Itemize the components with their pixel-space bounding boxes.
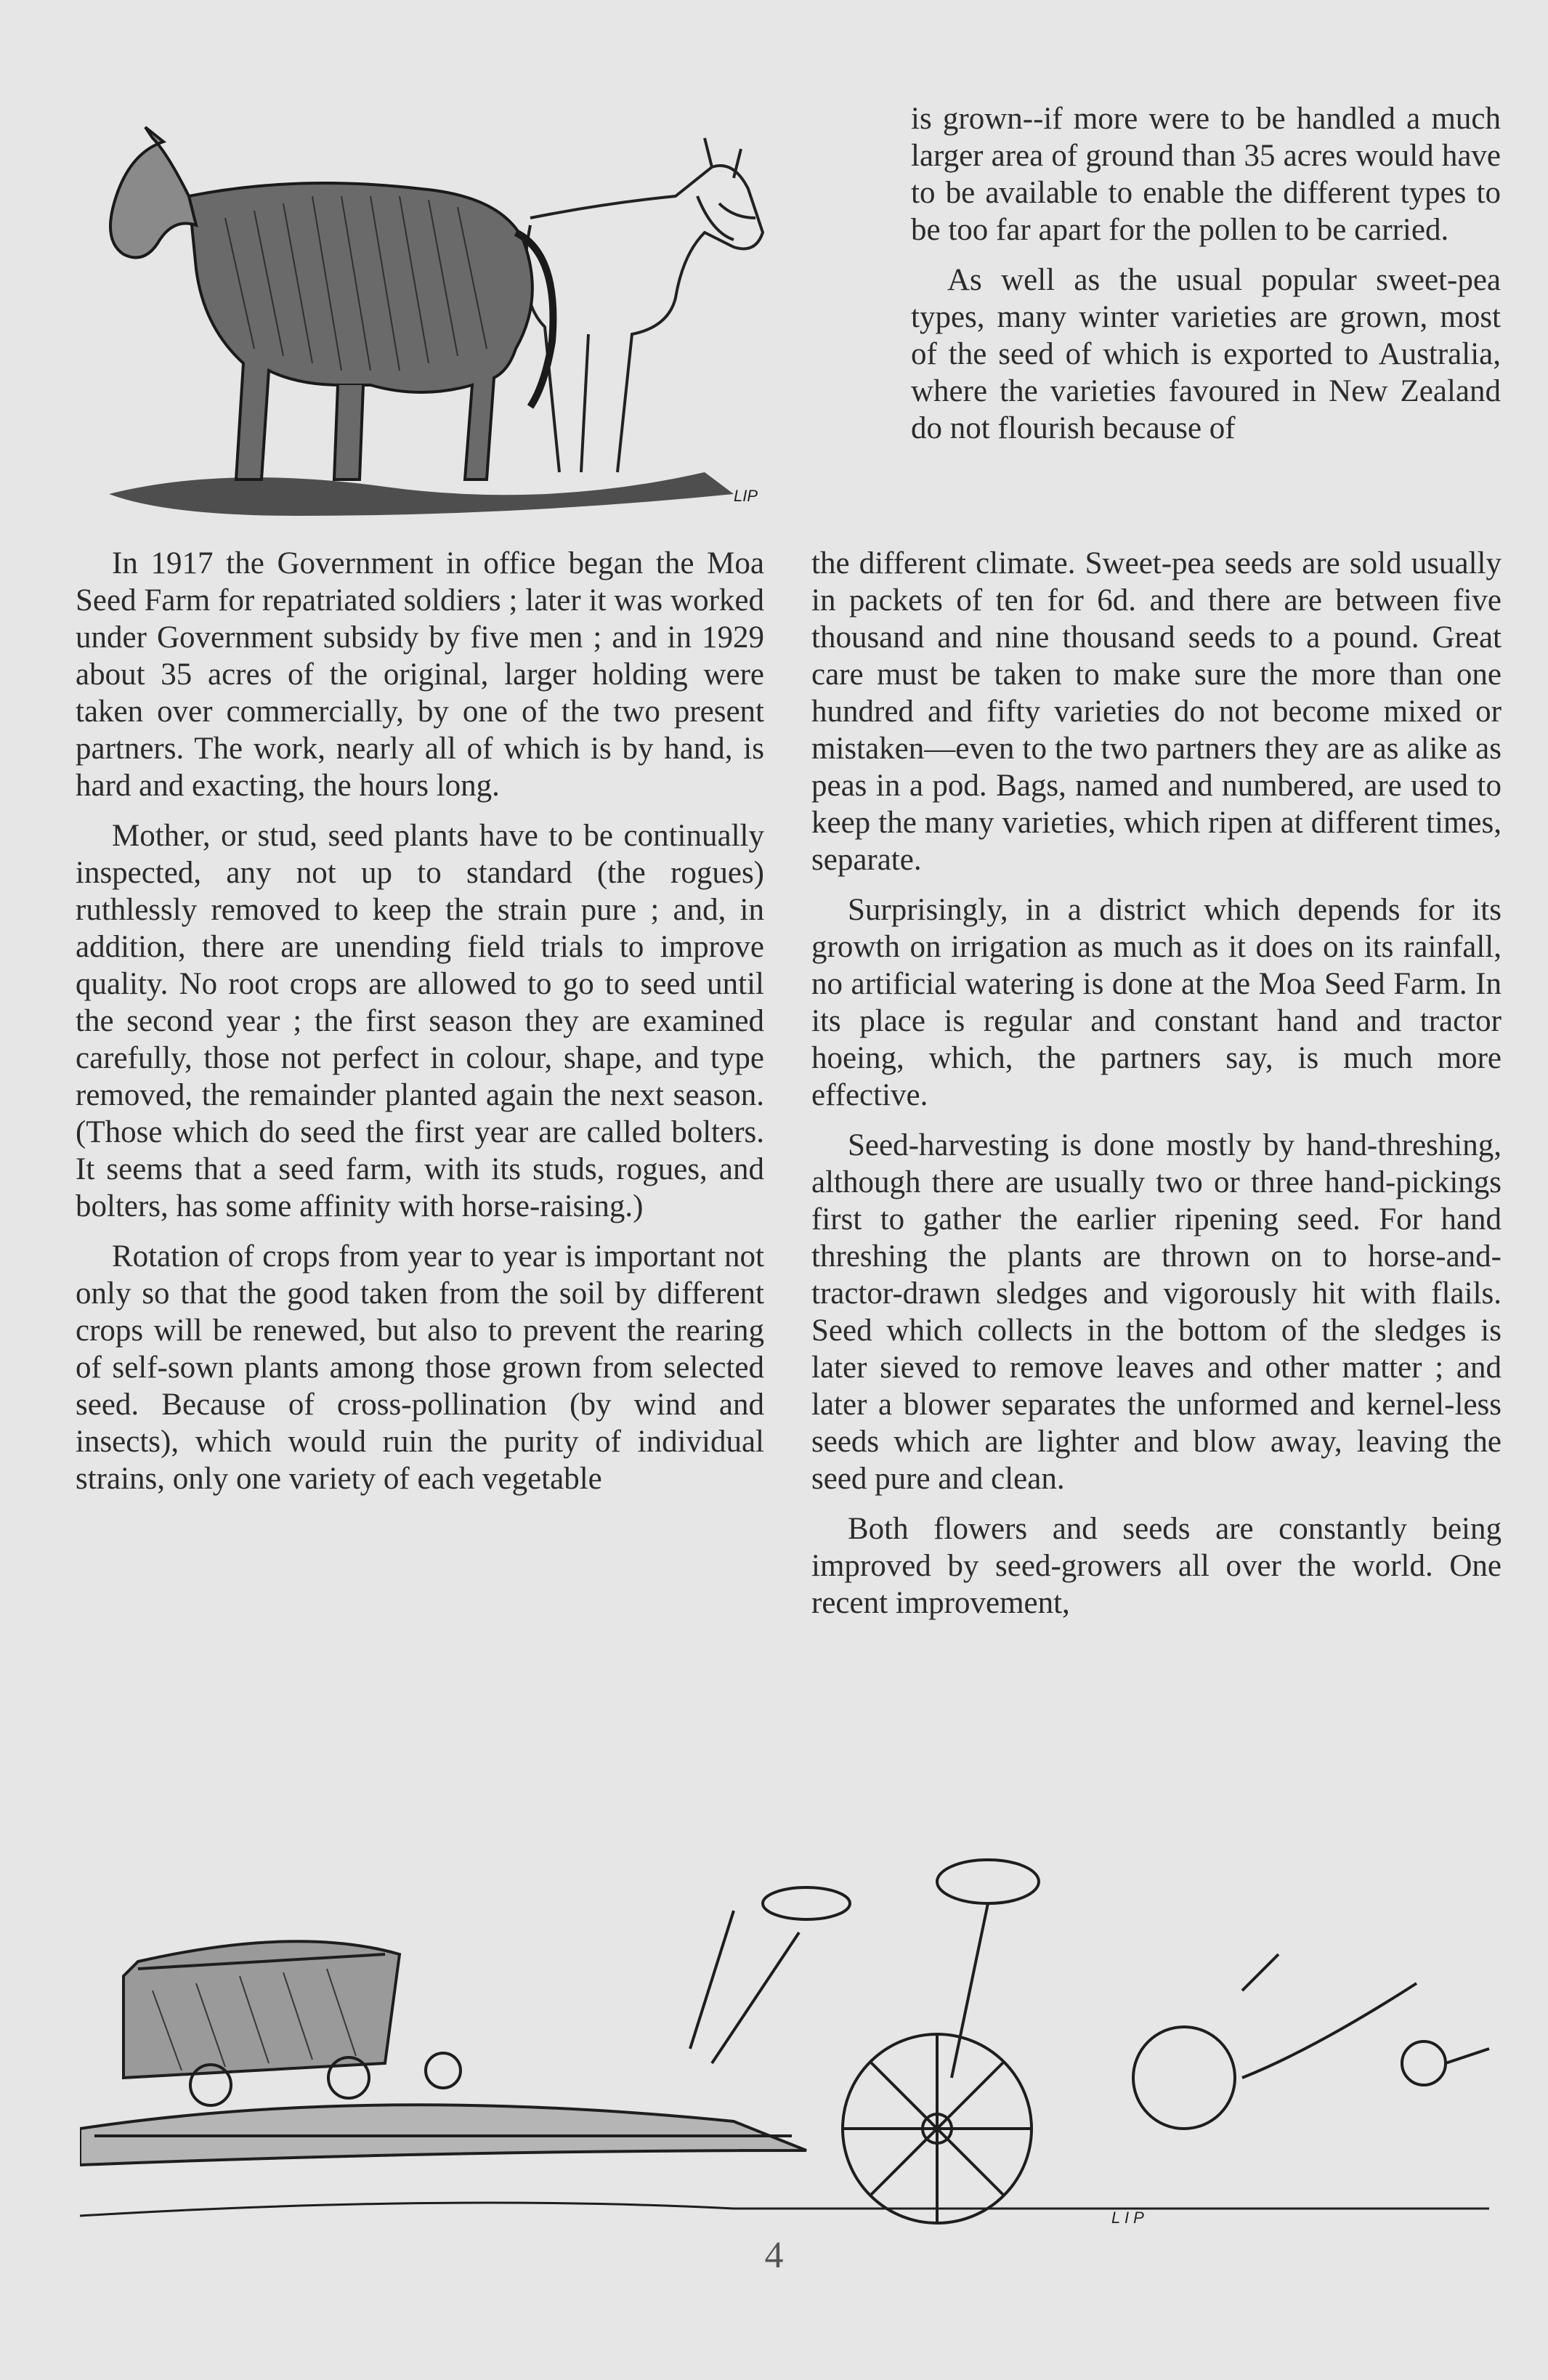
paragraph: the different climate. Sweet-pea seeds are sold usually in packets of ten for 6d. and there are between five thousand and nine thousand seeds to a pound. Great care must be taken to make sure the more than one hundred and fifty varieties do not become mixed or mistaken—even to the two partners they are as alike as peas in a pod. Bags, named and numbered, are used to keep the many varieties, which ripen at different times, separate.: [811, 546, 1502, 877]
paragraph: As well as the usual popular sweet-pea types, many winter varieties are grown, most of the seed of which is exported to Australia, where the varieties favoured in New Zealand do not flourish because of: [911, 263, 1501, 445]
paragraph: Seed-harvesting is done mostly by hand-threshing, although there are usually two or three hand-pickings first to gather the earlier ripening seed. For hand threshing the plants are thrown on to horse-and-tractor-drawn sledges and vigorously hit with flails. Seed which collects in the bottom of the sledges is later sieved to remove leaves and other matter ; and later a blower separates the unformed and kernel-less seeds which are lighter and blow away, leaving the seed pure and clean.: [811, 1128, 1502, 1496]
page-number: 4: [764, 2235, 784, 2276]
right-column-top: [911, 100, 1501, 447]
paragraph: Surprisingly, in a district which depends for its growth on irrigation as much as it does on its rainfall, no artificial watering is done at the Moa Seed Farm. In its place is regular and constant hand and tractor hoeing, which, the partners say, is much more effective.: [811, 893, 1502, 1112]
right-column: [811, 545, 1502, 1635]
paragraph: Rotation of crops from year to year is important not only so that the good taken from the soil by different crops will be renewed, but also to prevent the rearing of self-sown plants among those grown from selected seed. Because of cross-pollination (by wind and insects), which would ruin the purity of individual strains, only one variety of each vegetable: [76, 1239, 764, 1496]
horse-pair-icon: [80, 109, 806, 538]
left-column: [76, 545, 764, 1510]
paragraph: Both flowers and seeds are constantly being improved by seed-growers all over the world. One recent improvement,: [811, 1512, 1502, 1620]
farm-machinery-icon: [80, 1845, 1504, 2288]
horse-illustration-signature: LIP: [734, 487, 758, 505]
farm-machinery-illustration: [80, 1845, 1504, 2288]
paragraph: is grown--if more were to be handled a much larger area of ground than 35 acres would have to be available to enable the different types to be too far apart for the pollen to be carried.: [911, 102, 1501, 247]
paragraph: In 1917 the Government in office began the Moa Seed Farm for repatriated soldiers ; later it was worked under Government subsidy by five men ; and in 1929 about 35 acres of the original, larger holding were taken over commercially, by one of the two present partners. The work, nearly all of which is by hand, is hard and exacting, the hours long.: [76, 546, 764, 803]
paragraph: Mother, or stud, seed plants have to be continually inspected, any not up to standard (the rogues) ruthlessly removed to keep the strain pure ; and, in addition, there are unending field trials to improve quality. No root crops are allowed to go to seed until the second year ; the first season they are examined carefully, those not perfect in colour, shape, and type removed, the remainder planted again the next season. (Those which do seed the first year are called bolters. It seems that a seed farm, with its studs, rogues, and bolters, has some affinity with horse-raising.): [76, 819, 764, 1223]
horse-pair-illustration: [80, 109, 806, 538]
machinery-illustration-signature: L I P: [1111, 2209, 1144, 2227]
